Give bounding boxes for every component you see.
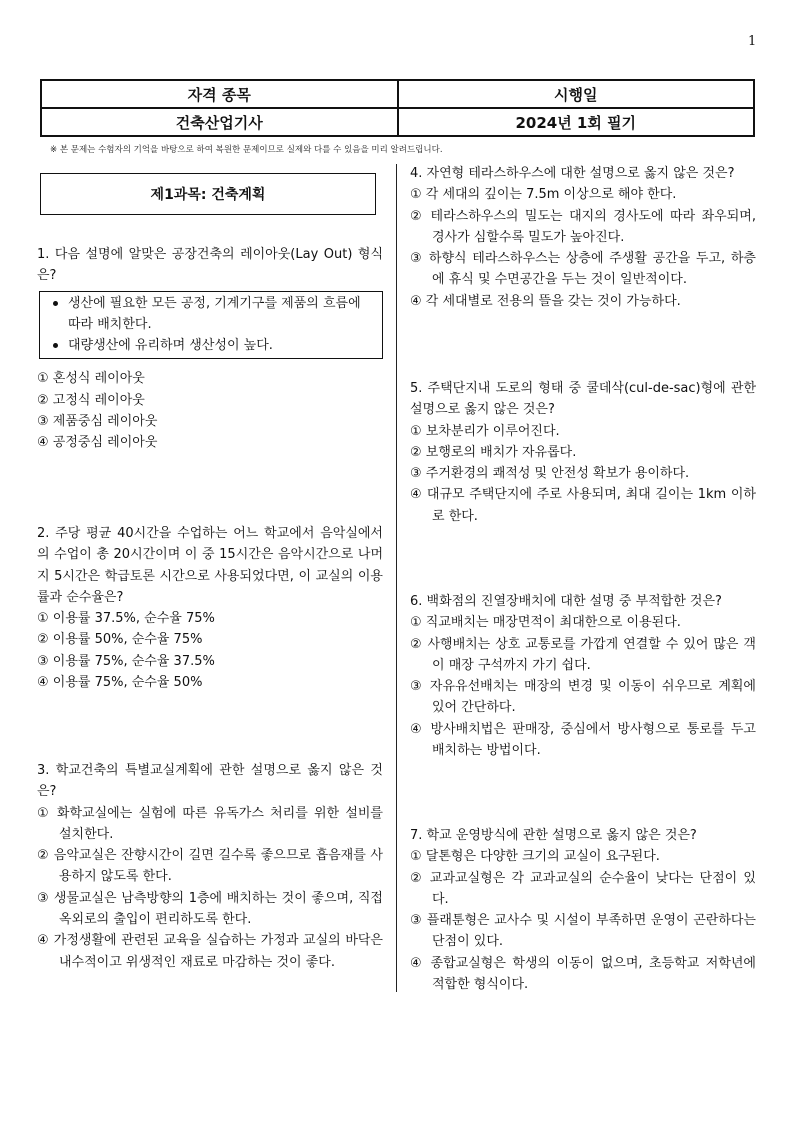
subject-label: 자격 종목 bbox=[41, 80, 398, 108]
question-5 bbox=[410, 378, 756, 527]
question-4 bbox=[410, 163, 756, 312]
answer-option: ① 직교배치는 매장면적이 최대한으로 이용된다. bbox=[410, 615, 681, 631]
answer-option: ③ 주거환경의 쾌적성 및 안전성 확보가 용이하다. bbox=[410, 466, 690, 482]
notice-text: ※ 본 문제는 수험자의 기억을 바탕으로 하여 복원한 문제이므로 실제와 다를 수 있음을 미리 알려드립니다. bbox=[50, 145, 443, 155]
page-number: 1 bbox=[748, 34, 757, 49]
date-label: 시행일 bbox=[398, 80, 755, 108]
info-box-item: 대량생산에 유리하며 생산성이 높다. bbox=[46, 335, 376, 356]
question-2 bbox=[37, 523, 383, 693]
answer-option: ② 테라스하우스의 밀도는 대지의 경사도에 따라 좌우되며, 경사가 심할수록 밀도가 높아진다. bbox=[410, 208, 756, 245]
question-info-box bbox=[39, 291, 383, 360]
answer-option: ① 보차분리가 이루어진다. bbox=[410, 423, 560, 439]
answer-option: ④ 각 세대별로 전용의 뜰을 갖는 것이 가능하다. bbox=[410, 293, 681, 309]
exam-header-table bbox=[40, 79, 755, 137]
question-stem: 5. 주택단지내 도로의 형태 중 쿨데삭(cul-de-sac)형에 관한 설명으로 옳지 않은 것은? bbox=[410, 381, 756, 418]
answer-option: ③ 생물교실은 남측방향의 1층에 배치하는 것이 좋으며, 직접 옥외로의 출입이 편리하도록 한다. bbox=[37, 890, 383, 928]
question-6 bbox=[410, 591, 756, 761]
answer-option: ④ 공정중심 레이아웃 bbox=[37, 435, 158, 451]
answer-option: ③ 하향식 테라스하우스는 상층에 주생활 공간을 두고, 하층에 휴식 및 수면공간을 두는 것이 일반적이다. bbox=[410, 251, 756, 288]
answer-option: ① 화학교실에는 실험에 따른 유독가스 처리를 위한 설비를 설치한다. bbox=[37, 805, 383, 842]
question-stem: 3. 학교건축의 특별교실계획에 관한 설명으로 옳지 않은 것은? bbox=[37, 763, 383, 800]
answer-option: ① 이용률 37.5%, 순수율 75% bbox=[37, 611, 215, 627]
answer-option: ② 보행로의 배치가 자유롭다. bbox=[410, 444, 577, 460]
answer-option: ① 각 세대의 깊이는 7.5m 이상으로 해야 한다. bbox=[410, 187, 677, 203]
answer-option: ② 사행배치는 상호 교통로를 가깝게 연결할 수 있어 많은 객이 매장 구석까지 가기 쉽다. bbox=[410, 636, 756, 673]
answer-option: ① 달톤형은 다양한 크기의 교실이 요구된다. bbox=[410, 849, 660, 865]
question-stem: 2. 주당 평균 40시간을 수업하는 어느 학교에서 음악실에서의 수업이 총 20시간이며 이 중 15시간은 음악시간으로 나머지 5시간은 학급토론 시간으로 사용되었다면, 이 교실의 이용률과 순수율은? bbox=[37, 526, 383, 605]
answer-option: ③ 플래툰형은 교사수 및 시설이 부족하면 운영이 곤란하다는 단점이 있다. bbox=[410, 913, 756, 950]
question-stem: 1. 다음 설명에 알맞은 공장건축의 레이아웃(Lay Out) 형식은? bbox=[37, 247, 383, 284]
answer-option: ④ 방사배치법은 판매장, 중심에서 방사형으로 통로를 두고 배치하는 방법이다. bbox=[410, 721, 756, 759]
answer-option: ④ 가정생활에 관련된 교육을 실습하는 가정과 교실의 바닥은 내수적이고 위생적인 재료로 마감하는 것이 좋다. bbox=[37, 933, 383, 970]
question-stem: 4. 자연형 테라스하우스에 대한 설명으로 옳지 않은 것은? bbox=[410, 166, 735, 181]
info-box-item: 생산에 필요한 모든 공정, 기계기구를 제품의 흐름에 따라 배치한다. bbox=[46, 293, 376, 336]
answer-option: ④ 대규모 주택단지에 주로 사용되며, 최대 길이는 1km 이하로 한다. bbox=[410, 487, 756, 524]
answer-option: ④ 이용률 75%, 순수율 50% bbox=[37, 675, 203, 691]
answer-option: ③ 이용률 75%, 순수율 37.5% bbox=[37, 653, 215, 669]
subject-title: 제1과목: 건축계획 bbox=[40, 173, 376, 215]
question-stem: 6. 백화점의 진열장배치에 대한 설명 중 부적합한 것은? bbox=[410, 594, 722, 609]
question-stem: 7. 학교 운영방식에 관한 설명으로 옳지 않은 것은? bbox=[410, 828, 697, 843]
subject-value: 건축산업기사 bbox=[41, 108, 398, 136]
answer-option: ④ 종합교실형은 학생의 이동이 없으며, 초등학교 저학년에 적합한 형식이다. bbox=[410, 955, 756, 993]
answer-option: ② 이용률 50%, 순수율 75% bbox=[37, 632, 203, 648]
answer-option: ② 음악교실은 잔향시간이 길면 길수록 좋으므로 흡음재를 사용하지 않도록 한다. bbox=[37, 848, 383, 885]
answer-option: ① 혼성식 레이아웃 bbox=[37, 371, 145, 387]
column-divider bbox=[396, 164, 397, 992]
answer-option: ③ 자유유선배치는 매장의 변경 및 이동이 쉬우므로 계획에 있어 간단하다. bbox=[410, 679, 756, 716]
question-7 bbox=[410, 825, 756, 995]
answer-option: ② 고정식 레이아웃 bbox=[37, 392, 145, 408]
question-1 bbox=[37, 244, 383, 454]
question-3 bbox=[37, 760, 383, 973]
answer-option: ② 교과교실형은 각 교과교실의 순수율이 낮다는 단점이 있다. bbox=[410, 870, 756, 907]
answer-option: ③ 제품중심 레이아웃 bbox=[37, 414, 158, 430]
date-value: 2024년 1회 필기 bbox=[398, 108, 755, 136]
